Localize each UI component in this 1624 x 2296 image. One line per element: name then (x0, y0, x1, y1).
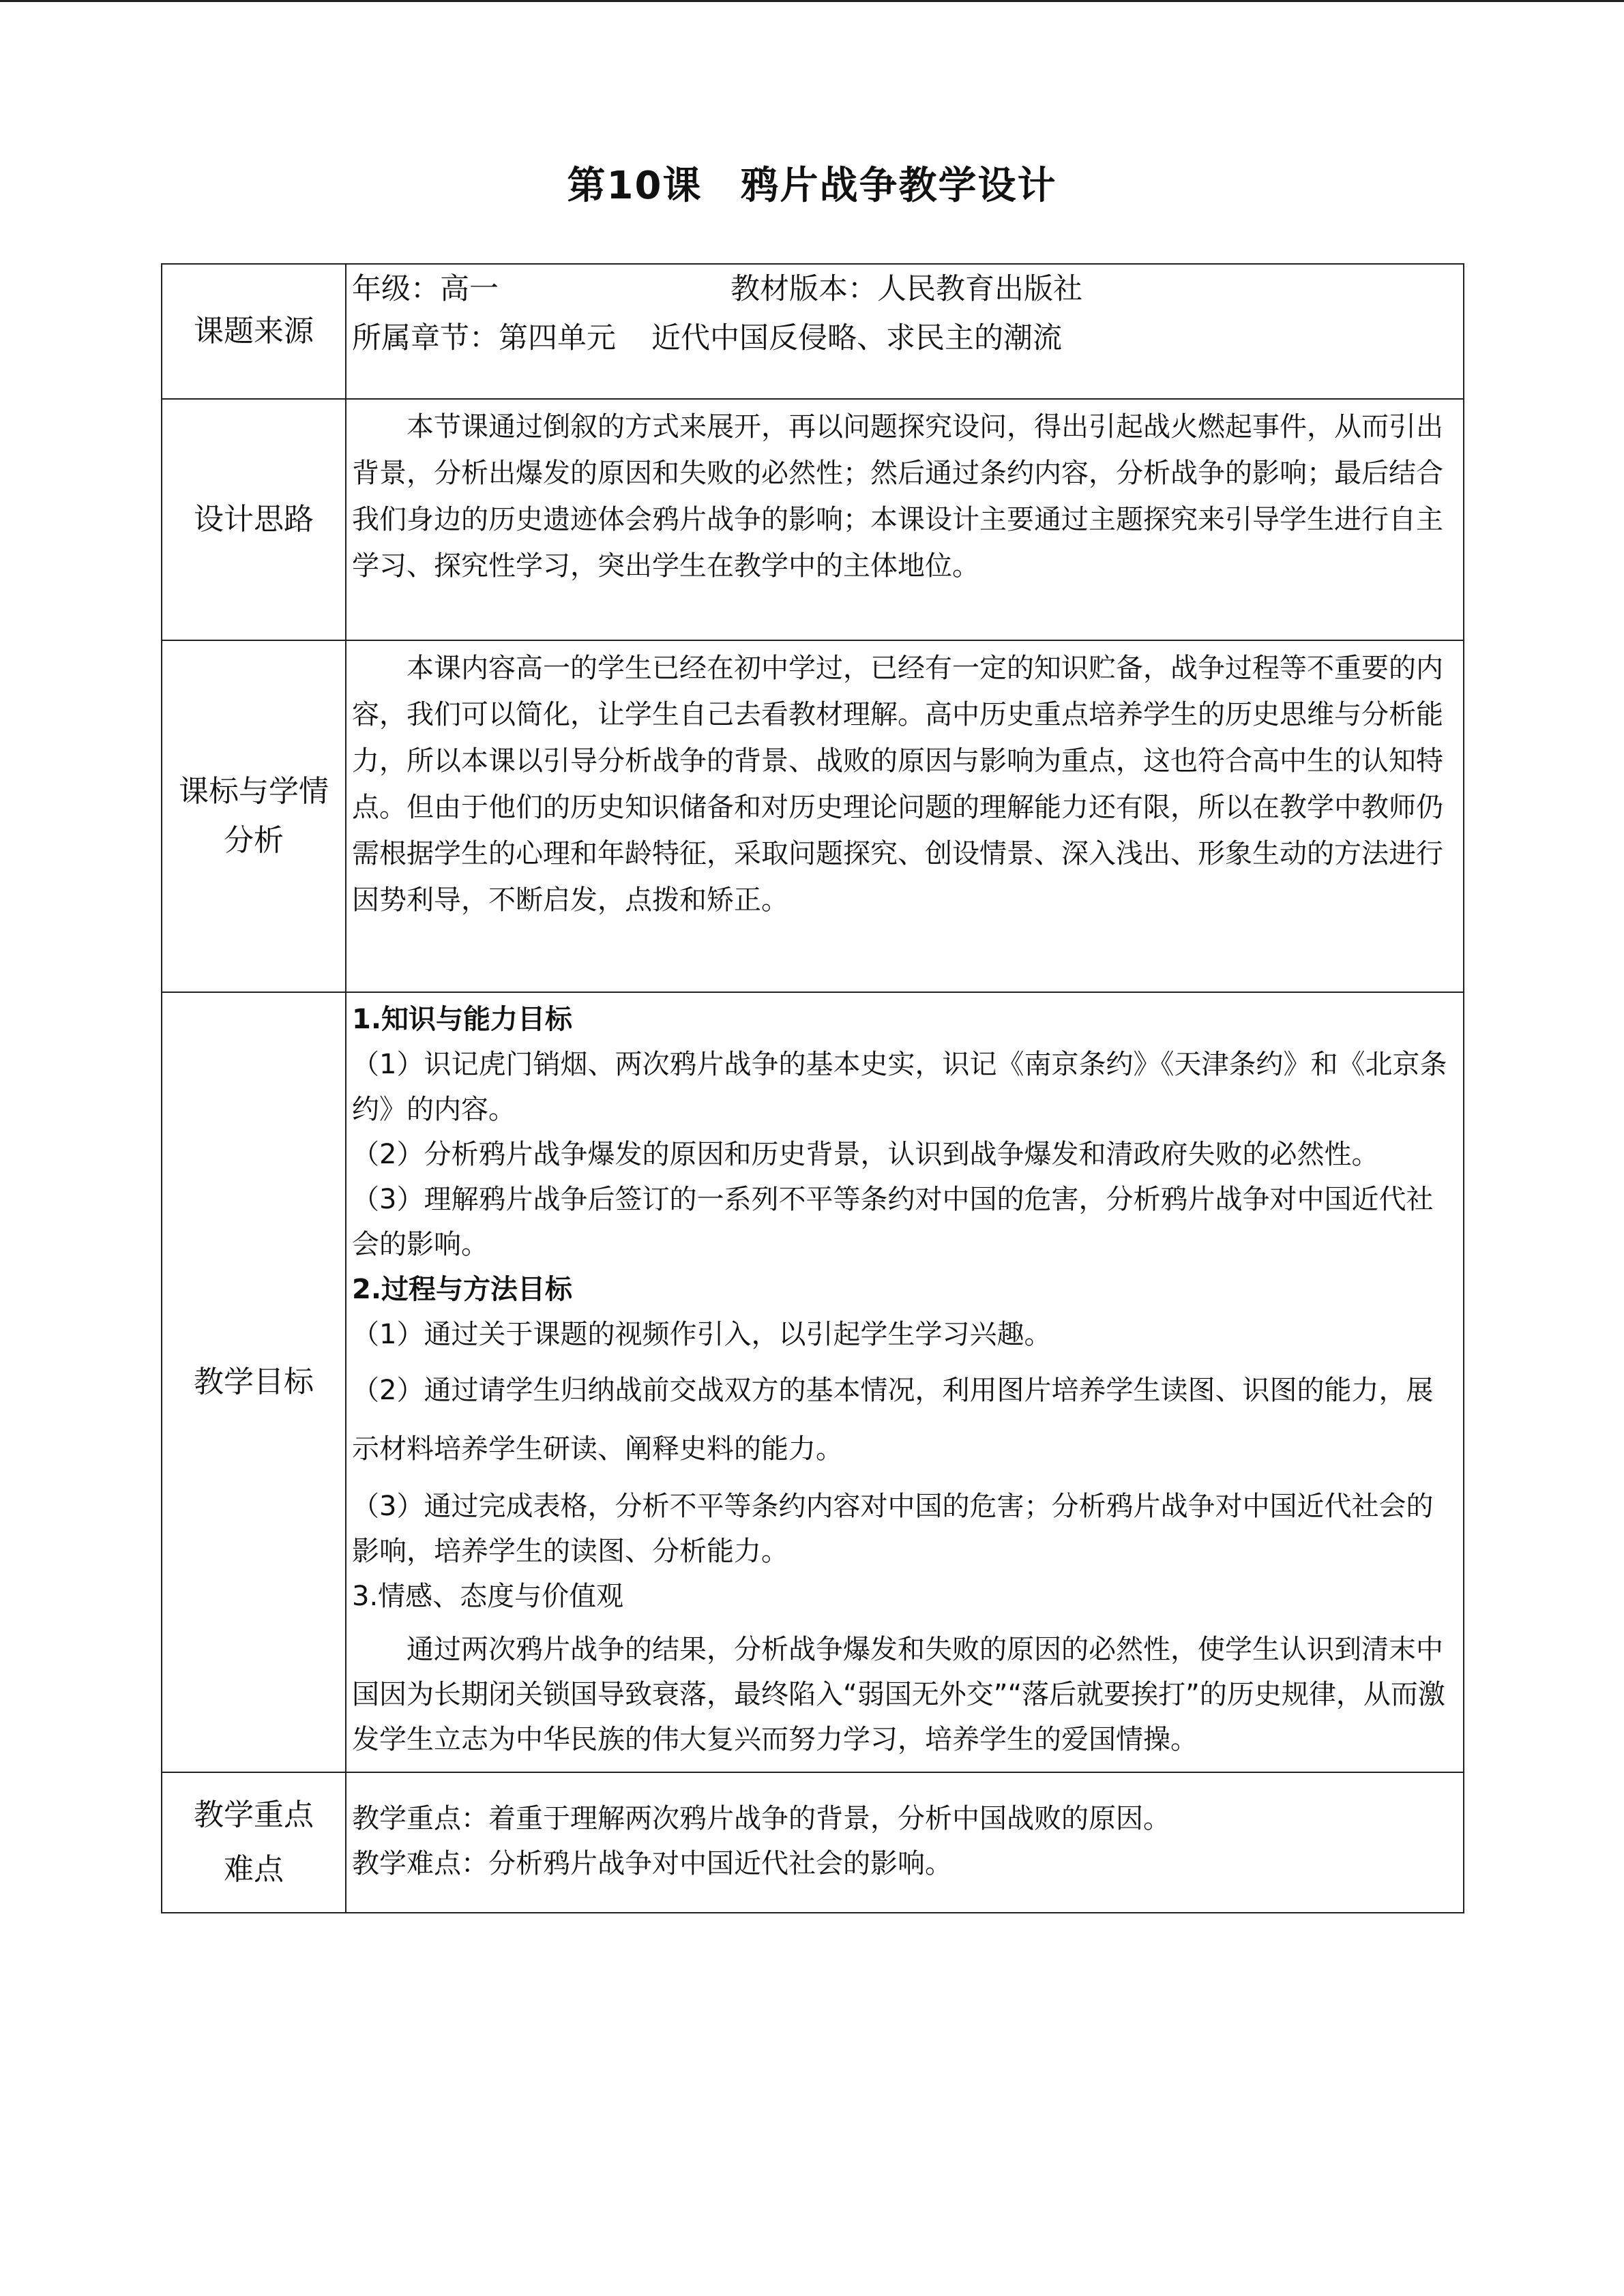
table-row-goals (162, 992, 1464, 1772)
table-row-keypoints (162, 1772, 1464, 1913)
content-cell-goals (346, 992, 1464, 1772)
content-cell-keypoints (346, 1772, 1464, 1913)
goal-process-2: （2）通过请学生归纳战前交战双方的基本情况，利用图片培养学生读图、识图的能力，展示材料培养学生研读、阐释史料的能力。 (352, 1375, 1434, 1465)
teaching-focus: 教学重点：着重于理解两次鸦片战争的背景，分析中国战败的原因。 (352, 1803, 1170, 1834)
goal-heading-knowledge: 1.知识与能力目标 (352, 1004, 573, 1035)
page-top-border (0, 0, 1624, 2)
title-lesson-name: 鸦片战争教学设计 (740, 164, 1057, 208)
title-lesson-number: 第10课 (567, 164, 703, 208)
label-cell-keypoints: 教学重点 难点 (162, 1772, 346, 1913)
design-text: 本节课通过倒叙的方式来展开，再以问题探究设问，得出引起战火燃起事件，从而引出背景，分析出爆发的原因和失败的必然性；然后通过条约内容，分析战争的影响；最后结合我们身边的历史遗迹体会鸦片战争的影响；本课设计主要通过主题探究来引导学生进行自主学习、探究性学习，突出学生在教学中的主体地位。 (352, 411, 1443, 582)
lesson-design-table (161, 263, 1464, 1913)
content-cell-source (346, 264, 1464, 399)
goal-knowledge-1: （1）识记虎门销烟、两次鸦片战争的基本史实，识记《南京条约》《天津条约》和《北京条约》的内容。 (352, 1049, 1447, 1125)
goal-process-1: （1）通过关于课题的视频作引入，以引起学生学习兴趣。 (352, 1319, 1052, 1350)
goal-process-3: （3）通过完成表格，分析不平等条约内容对中国的危害；分析鸦片战争对中国近代社会的影响，培养学生的读图、分析能力。 (352, 1491, 1434, 1567)
page-title (0, 155, 1624, 210)
label-cell-analysis: 课标与学情 分析 (162, 640, 346, 992)
chapter-title: 近代中国反侵略、求民主的潮流 (651, 321, 1062, 355)
table-row-source (162, 264, 1464, 399)
goal-knowledge-2: （2）分析鸦片战争爆发的原因和历史背景，认识到战争爆发和清政府失败的必然性。 (352, 1139, 1379, 1170)
analysis-text: 本课内容高一的学生已经在初中学过，已经有一定的知识贮备，战争过程等不重要的内容，我们可以简化，让学生自己去看教材理解。高中历史重点培养学生的历史思维与分析能力，所以本课以引导分析战争的背景、战败的原因与影响为重点，这也符合高中生的认知特点。但由于他们的历史知识储备和对历史理论问题的理解能力还有限，所以在教学中教师仍需根据学生的心理和年龄特征，采取问题探究、创设情景、深入浅出、形象生动的方法进行因势利导，不断启发，点拨和矫正。 (352, 653, 1443, 916)
goal-heading-process: 2.过程与方法目标 (352, 1274, 573, 1305)
chapter-prefix: 所属章节：第四单元 (352, 321, 616, 355)
label-cell-goals: 教学目标 (162, 992, 346, 1772)
grade-text: 年级：高一 (352, 272, 499, 306)
label-cell-design: 设计思路 (162, 399, 346, 640)
teaching-difficulty: 教学难点：分析鸦片战争对中国近代社会的影响。 (352, 1848, 952, 1879)
table-row-design (162, 399, 1464, 640)
content-cell-analysis (346, 640, 1464, 992)
content-cell-design (346, 399, 1464, 640)
label-cell-source: 课题来源 (162, 264, 346, 399)
goal-heading-emotion: 3.情感、态度与价值观 (352, 1581, 624, 1612)
goal-knowledge-3: （3）理解鸦片战争后签订的一系列不平等条约对中国的危害，分析鸦片战争对中国近代社会的影响。 (352, 1184, 1434, 1260)
edition-text: 教材版本：人民教育出版社 (730, 272, 1082, 306)
table-row-analysis (162, 640, 1464, 992)
goal-emotion-1: 通过两次鸦片战争的结果，分析战争爆发和失败的原因的必然性，使学生认识到清末中国因为长期闭关锁国导致衰落，最终陷入“弱国无外交”“落后就要挨打”的历史规律，从而激发学生立志为中华民族的伟大复兴而努力学习，培养学生的爱国情操。 (352, 1634, 1445, 1755)
